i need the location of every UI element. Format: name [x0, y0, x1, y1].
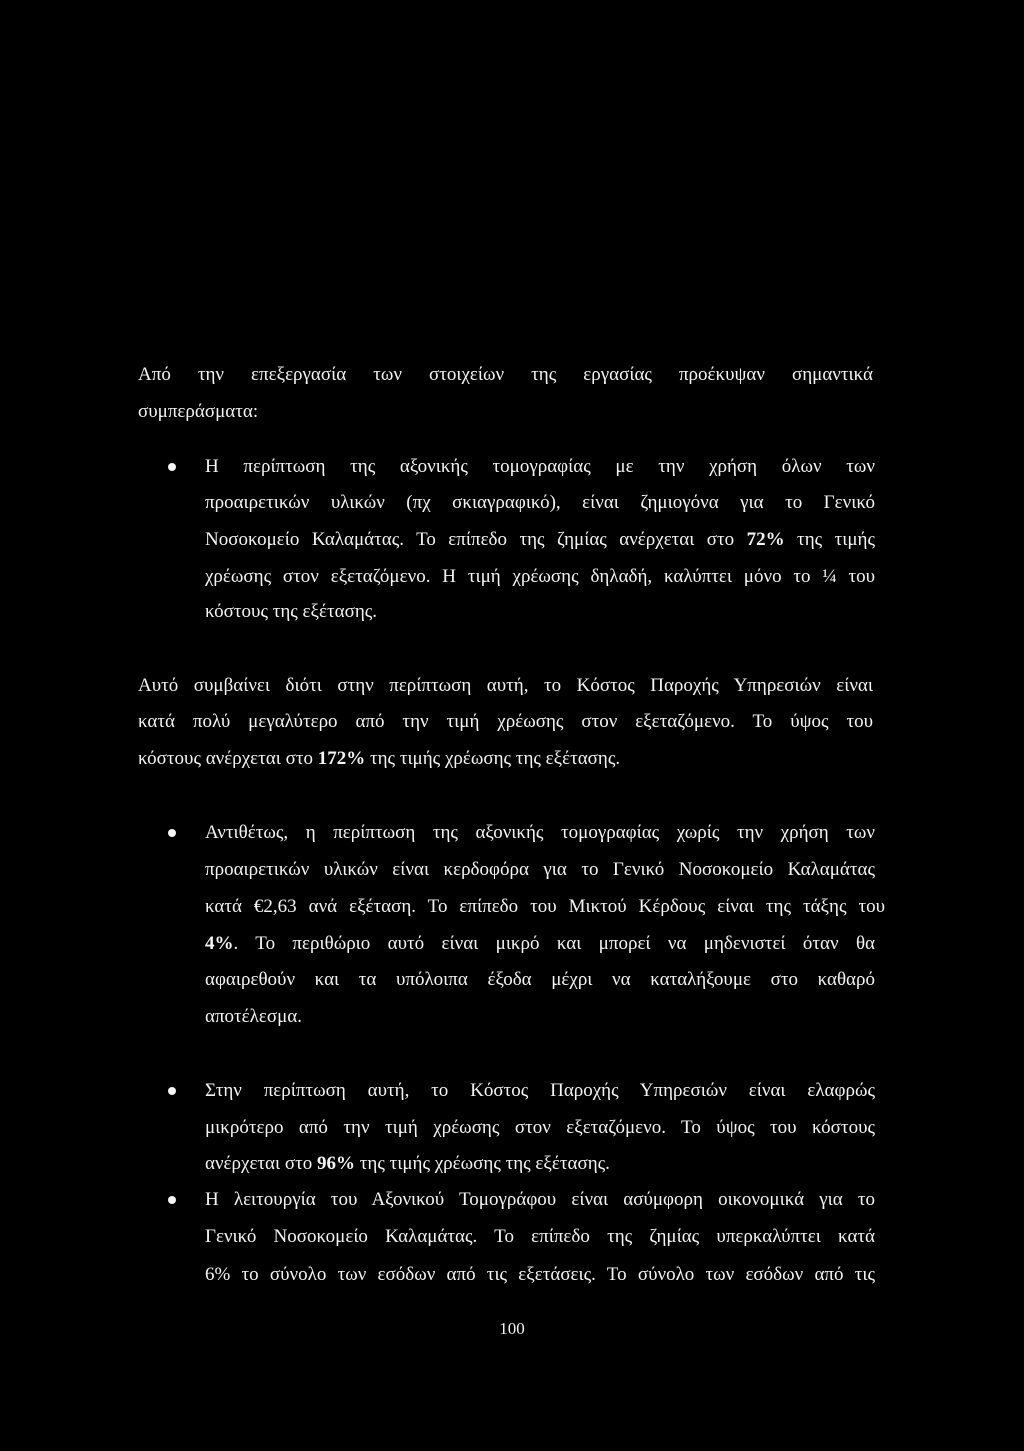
body-line: Αυτό συμβαίνει διότι στην περίπτωση αυτή, το Κόστος Παροχής Υπηρεσιών είναι — [138, 675, 873, 696]
bullet-icon — [168, 829, 176, 837]
page-number: 100 — [499, 1319, 525, 1338]
bold-figure: 172% — [317, 748, 366, 769]
bullet-icon — [168, 463, 176, 471]
bullet-line — [205, 1152, 875, 1176]
bullet-line — [205, 528, 875, 552]
bullet-line: Αντιθέτως, η περίπτωση της αξονικής τομογραφίας χωρίς την χρήση των — [205, 822, 875, 843]
bullet-line — [205, 932, 875, 956]
line-text: ανέρχεται στο — [205, 1153, 317, 1174]
intro-line: Από την επεξεργασία των στοιχείων της εργασίας προέκυψαν σημαντικά — [138, 364, 873, 385]
line-text: της τιμής χρέωσης της εξέτασης. — [355, 1153, 610, 1174]
body-line — [138, 747, 873, 771]
bullet-line: χρέωσης στον εξεταζόμενο. Η τιμή χρέωσης δηλαδή, καλύπτει μόνο το ¼ του — [205, 566, 875, 587]
bullet-line: προαιρετικών υλικών (πχ σκιαγραφικό), είναι ζημιογόνα για το Γενικό — [205, 492, 875, 513]
bullet-icon — [168, 1196, 176, 1204]
bullet-line: Η λειτουργία του Αξονικού Τομογράφου είναι ασύμφορη οικονομικά για το — [205, 1189, 875, 1210]
bold-figure: 72% — [746, 529, 785, 550]
line-text: της τιμής — [784, 529, 875, 550]
bullet-icon — [168, 1087, 176, 1095]
bullet-line: 6% το σύνολο των εσόδων από τις εξετάσεις. Το σύνολο των εσόδων από τις — [205, 1264, 875, 1285]
bullet-line: αποτέλεσμα. — [205, 1006, 302, 1027]
bullet-line: Γενικό Νοσοκομείο Καλαμάτας. Το επίπεδο της ζημίας υπερκαλύπτει κατά — [205, 1226, 875, 1247]
intro-line: συμπεράσματα: — [138, 401, 259, 422]
line-text: Νοσοκομείο Καλαμάτας. Το επίπεδο της ζημίας ανέρχεται στο — [205, 529, 747, 550]
bold-figure: 96% — [317, 1153, 355, 1174]
bullet-line: αφαιρεθούν και τα υπόλοιπα έξοδα μέχρι να καταλήξουμε στο καθαρό — [205, 969, 875, 990]
bullet-line: Η περίπτωση της αξονικής τομογραφίας με την χρήση όλων των — [205, 456, 875, 477]
bullet-line: προαιρετικών υλικών είναι κερδοφόρα για το Γενικό Νοσοκομείο Καλαμάτας — [205, 859, 875, 880]
bullet-line: μικρότερο από την τιμή χρέωσης στον εξεταζόμενο. Το ύψος του κόστους — [205, 1117, 875, 1138]
bullet-line: Στην περίπτωση αυτή, το Κόστος Παροχής Υπηρεσιών είναι ελαφρώς — [205, 1080, 875, 1101]
line-text: κόστους ανέρχεται στο — [138, 748, 318, 769]
line-text: της τιμής χρέωσης της εξέτασης. — [365, 748, 621, 769]
bullet-line: κατά €2,63 ανά εξέταση. Το επίπεδο του Μικτού Κέρδους είναι της τάξης του — [205, 896, 885, 917]
body-line: κατά πολύ μεγαλύτερο από την τιμή χρέωσης στον εξεταζόμενο. Το ύψος του — [138, 711, 873, 732]
line-text: . Το περιθώριο αυτό είναι μικρό και μπορεί να μηδενιστεί όταν θα — [233, 933, 875, 954]
bullet-line: κόστους της εξέτασης. — [205, 601, 378, 622]
bold-figure: 4% — [205, 933, 234, 954]
